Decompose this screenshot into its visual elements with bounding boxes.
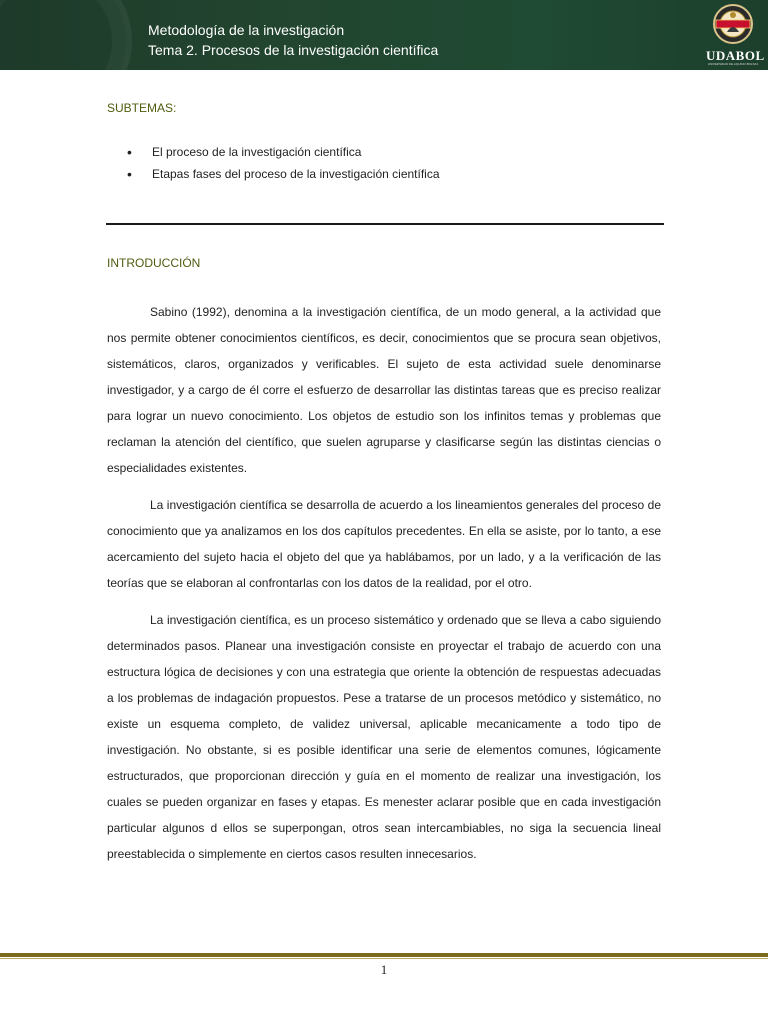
introduccion-heading: INTRODUCCIÓN bbox=[107, 256, 201, 270]
logo-subtext: UNIVERSIDAD DE AQUINO BOLIVIA bbox=[707, 62, 759, 66]
list-item: • El proceso de la investigación científica bbox=[127, 141, 440, 163]
footer-rule-thin bbox=[0, 958, 768, 959]
course-title: Metodología de la investigación bbox=[148, 22, 345, 38]
logo-wordmark: UDABOL bbox=[706, 48, 765, 63]
paragraph: La investigación científica se desarrolla de acuerdo a los lineamientos generales del proceso de conocimiento que ya analizamos en los dos capítulos precedentes. En ella se asiste, por lo tanto, a ese acercamiento del sujeto hacia el objeto del que ya hablábamos, por un lado, y a la verificación de las teorías que se elaboran al confrontarlas con los datos de la realidad, por el otro. bbox=[107, 498, 661, 590]
paragraph: Sabino (1992), denomina a la investigación científica, de un modo general, a la actividad que nos permite obtener conocimientos científicos, es decir, conocimientos que se procura sean objetivos, sistemáticos, claros, organizados y verificables. El sujeto de esta actividad suele denominarse investigador, y a cargo de él corre el esfuerzo de desarrollar las distintas tareas que es preciso realizar para lograr un nuevo conocimiento. Los objetos de estudio son los infinitos temas y problemas que reclaman la atención del científico, que suelen agruparse y clasificarse según las distintas ciencias o especialidades existentes. bbox=[107, 305, 661, 475]
subtemas-list bbox=[127, 141, 440, 185]
topic-title: Tema 2. Procesos de la investigación científica bbox=[148, 42, 439, 58]
page-number: 1 bbox=[380, 962, 388, 977]
document-header bbox=[0, 0, 768, 70]
paragraph: La investigación científica, es un proceso sistemático y ordenado que se lleva a cabo siguiendo determinados pasos. Planear una investigación consiste en proyectar el trabajo de acuerdo con una estructura lógica de decisiones y con una estrategia que oriente la obtención de respuestas adecuadas a los problemas de indagación propuestos. Pese a tratarse de un procesos metódico y sistemático, no existe un esquema completo, de validez universal, aplicable mecanicamente a todo tipo de investigación. No obstante, si es posible identificar una serie de elementos comunes, lógicamente estructurados, que proporcionan dirección y guía en el momento de realizar una investigación, los cuales se pueden organizar en fases y etapas. Es menester aclarar posible que en cada investigación particular algunos d ellos se superpongan, otros sean intercambiables, no siga la secuencia lineal preestablecida o simplemente en ciertos casos resulten innecesarios. bbox=[107, 613, 661, 861]
university-crest-icon bbox=[706, 2, 760, 50]
list-item: • Etapas fases del proceso de la investigación científica bbox=[127, 163, 440, 185]
university-logo bbox=[706, 2, 765, 68]
subtemas-heading: SUBTEMAS: bbox=[107, 101, 177, 115]
section-divider bbox=[106, 223, 664, 225]
footer-rule bbox=[0, 953, 768, 957]
watermark-seal bbox=[0, 0, 132, 70]
